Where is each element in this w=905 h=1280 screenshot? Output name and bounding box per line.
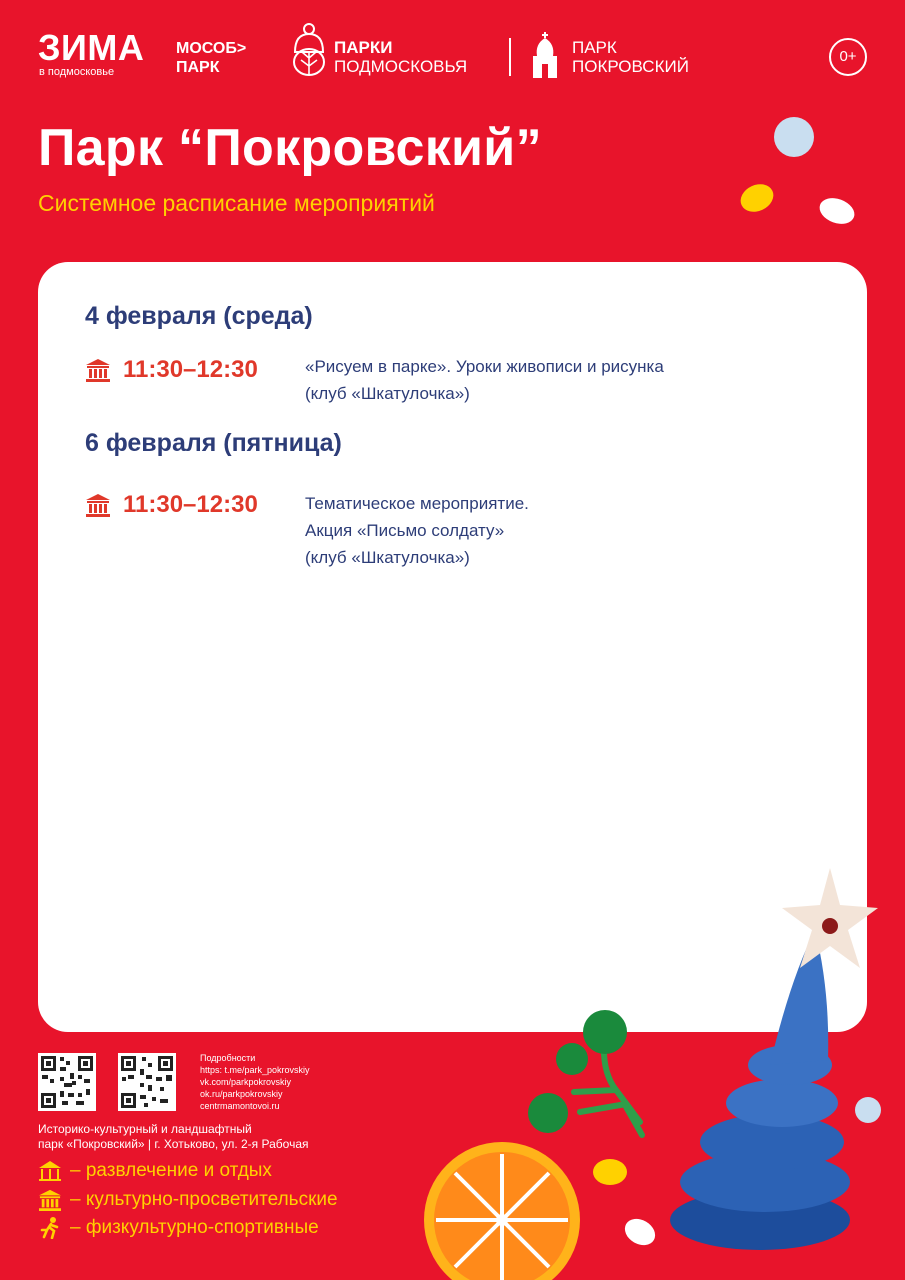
- event-line: (клуб «Шкатулочка»): [305, 384, 470, 403]
- legend-label: – культурно-просветительские: [70, 1189, 338, 1210]
- day-heading: 6 февраля (пятница): [85, 429, 342, 457]
- event-description: [305, 490, 529, 571]
- parks-line1: ПАРКИ: [334, 38, 393, 57]
- mosobpark-logo: [176, 39, 246, 77]
- orange-slice-icon: [424, 1142, 580, 1280]
- zima-logo-subtitle: в подмосковье: [39, 66, 115, 78]
- parks-line2: ПОДМОСКОВЬЯ: [334, 57, 468, 76]
- legend-label: – развлечение и отдых: [70, 1160, 272, 1181]
- event-line: «Рисуем в парке». Уроки живописи и рисунка: [305, 357, 664, 376]
- event-line: Тематическое мероприятие.: [305, 494, 529, 513]
- info-block: [200, 1052, 310, 1112]
- info-link[interactable]: ok.ru/parkpokrovskiy: [200, 1089, 283, 1099]
- address-block: [38, 1122, 309, 1152]
- mosobpark-line2: ПАРК: [176, 59, 220, 76]
- carousel-icon: [38, 1160, 62, 1182]
- decorative-illustration: [420, 860, 905, 1280]
- page-subtitle: Системное расписание мероприятий: [38, 190, 435, 216]
- legend-item: [38, 1160, 272, 1182]
- info-link[interactable]: https: t.me/park_pokrovskiy: [200, 1065, 310, 1075]
- museum-icon: [85, 493, 111, 517]
- qr-code[interactable]: [118, 1053, 176, 1111]
- event-time-text: 11:30–12:30: [123, 356, 258, 383]
- event-time-text: 11:30–12:30: [123, 491, 258, 518]
- event-time: [85, 491, 258, 519]
- info-link[interactable]: centrmamontovoi.ru: [200, 1101, 280, 1111]
- event-line: Акция «Письмо солдату»: [305, 521, 505, 540]
- pokrovsky-logo: [572, 38, 689, 76]
- zima-logo: ЗИМА: [38, 27, 145, 68]
- church-icon: [527, 30, 563, 80]
- logo-separator: [509, 38, 511, 76]
- legend-item: [38, 1217, 319, 1239]
- berries-icon: [528, 1010, 642, 1135]
- day-heading: 4 февраля (среда): [85, 302, 313, 330]
- info-link[interactable]: vk.com/parkpokrovskiy: [200, 1077, 292, 1087]
- museum-icon: [85, 358, 111, 382]
- hat-icon: [290, 22, 328, 78]
- page-title: Парк “Покровский”: [38, 119, 542, 177]
- pokrovsky-line2: ПОКРОВСКИЙ: [572, 57, 689, 76]
- legend-label: – физкультурно-спортивные: [70, 1217, 319, 1238]
- museum-icon: [38, 1189, 62, 1211]
- mosobpark-line1: МОСОБ>: [176, 40, 247, 57]
- christmas-tree-icon: [670, 930, 850, 1250]
- qr-code[interactable]: [38, 1053, 96, 1111]
- runner-icon: [38, 1217, 62, 1239]
- star-icon: [782, 868, 878, 968]
- parks-logo: [334, 38, 467, 76]
- event-description: [305, 353, 664, 407]
- event-time: [85, 356, 258, 384]
- legend-item: [38, 1189, 338, 1211]
- decorative-dots: [735, 112, 865, 232]
- address-line: парк «Покровский» | г. Хотьково, ул. 2-я Рабочая: [38, 1137, 309, 1151]
- pokrovsky-line1: ПАРК: [572, 38, 617, 57]
- info-label: Подробности: [200, 1053, 256, 1063]
- event-line: (клуб «Шкатулочка»): [305, 548, 470, 567]
- age-rating-badge: 0+: [829, 38, 867, 76]
- address-line: Историко-культурный и ландшафтный: [38, 1122, 252, 1136]
